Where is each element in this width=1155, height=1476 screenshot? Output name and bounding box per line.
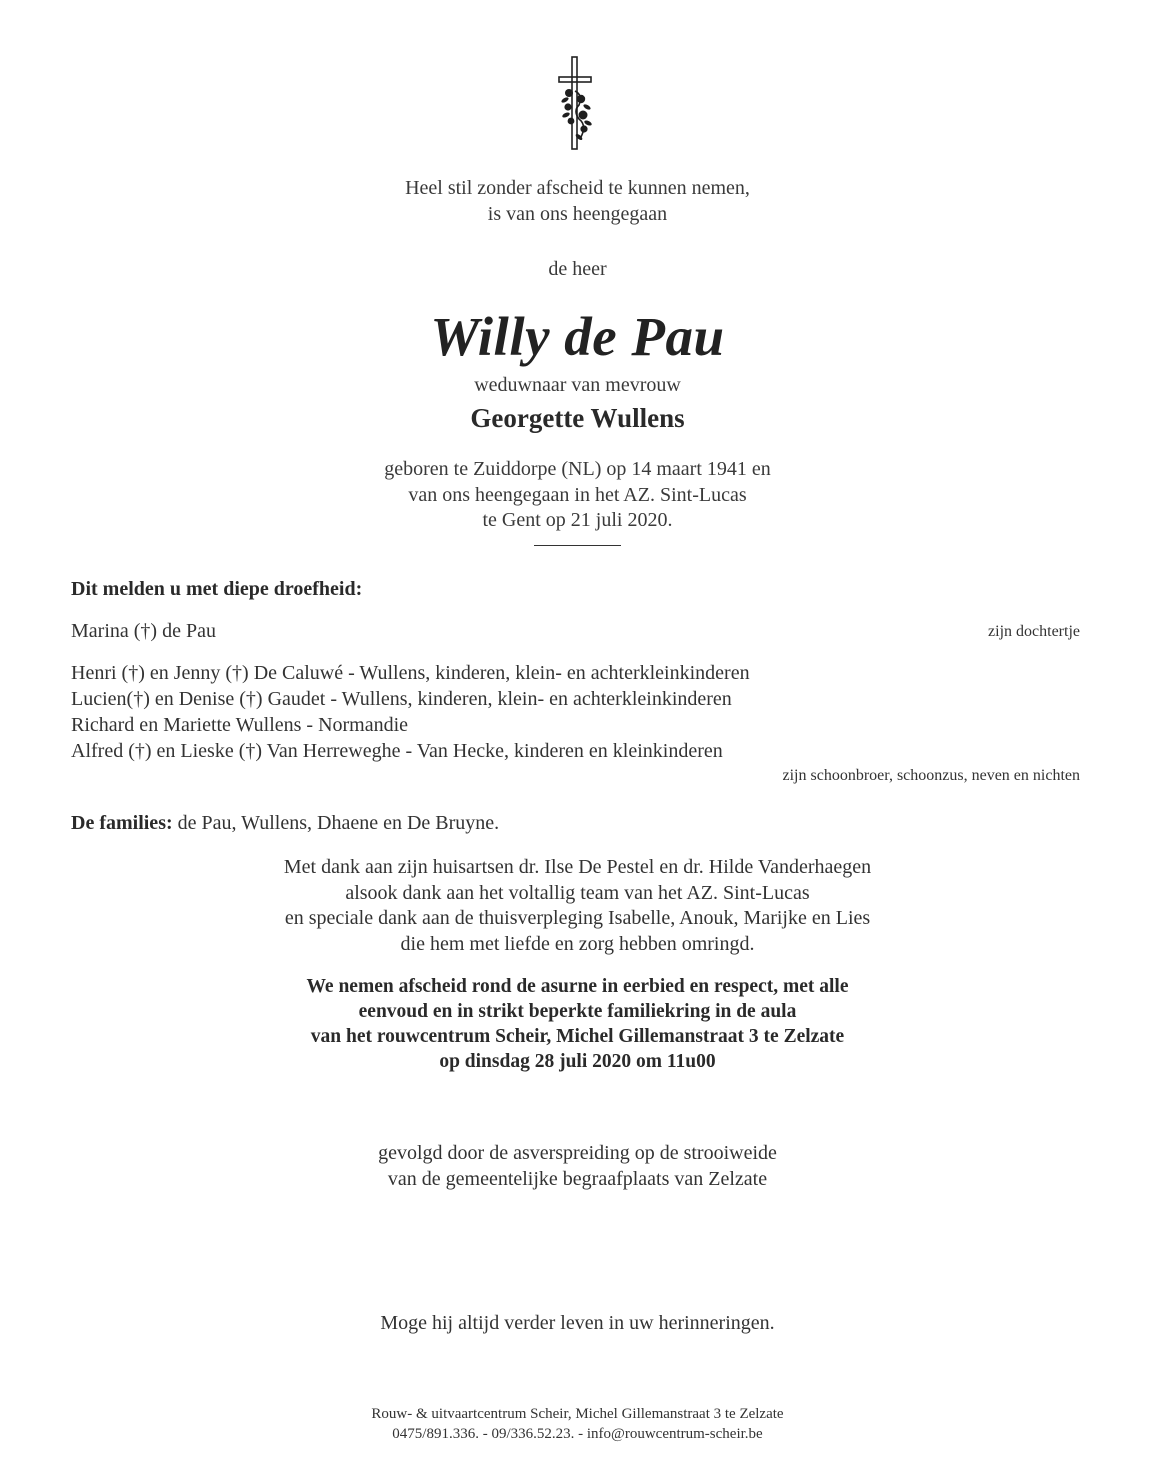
- dates-line: van ons heengegaan in het AZ. Sint-Lucas: [408, 483, 747, 506]
- footer: [0, 1405, 1155, 1444]
- in-law-line: Richard en Mariette Wullens - Normandie: [71, 714, 409, 736]
- in-law-line: Henri (†) en Jenny (†) De Caluwé - Wullens, kinderen, klein- en achterkleinkinderen: [71, 662, 750, 684]
- dates-line: te Gent op 21 juli 2020.: [482, 509, 673, 531]
- relation-line: weduwnaar van mevrouw: [474, 374, 681, 396]
- farewell-line: van het rouwcentrum Scheir, Michel Gillemanstraat 3 te Zelzate: [310, 1026, 845, 1047]
- families-line: [71, 812, 499, 835]
- dates-line: geboren te Zuiddorpe (NL) op 14 maart 1941 en: [384, 458, 771, 480]
- mourners-lead: Dit melden u met diepe droefheid:: [71, 578, 363, 600]
- families-label: De families:: [71, 812, 173, 834]
- farewell-text: [0, 974, 1155, 1074]
- in-law-line: Alfred (†) en Lieske (†) Van Herreweghe - Van Hecke, kinderen en kleinkinderen: [71, 740, 723, 762]
- footer-contact: 0475/891.336. - 09/336.52.23. - info@rouwcentrum-scheir.be: [392, 1425, 763, 1442]
- birth-death-details: [0, 457, 1155, 534]
- honorific: de heer: [548, 258, 607, 280]
- farewell-line: op dinsdag 28 juli 2020 om 11u00: [439, 1051, 716, 1072]
- daughter-line: Marina (†) de Pau: [71, 620, 216, 642]
- divider: [534, 545, 621, 546]
- in-law-line: Lucien(†) en Denise (†) Gaudet - Wullens, kinderen, klein- en achterkleinkinderen: [71, 688, 732, 710]
- in-law-role: zijn schoonbroer, schoonzus, neven en nichten: [782, 767, 1080, 784]
- memory-line: Moge hij altijd verder leven in uw herinneringen.: [380, 1312, 775, 1334]
- thanks-line: alsook dank aan het voltallig team van het AZ. Sint-Lucas: [345, 881, 810, 904]
- cross-with-roses-icon: [555, 55, 601, 151]
- daughter-role: zijn dochtertje: [988, 623, 1080, 640]
- ashes-line: van de gemeentelijke begraafplaats van Zelzate: [387, 1167, 768, 1190]
- farewell-line: eenvoud en in strikt beperkte familiekring in de aula: [358, 1001, 797, 1022]
- families-text: de Pau, Wullens, Dhaene en De Bruyne.: [172, 812, 500, 834]
- thanks-line: en speciale dank aan de thuisverpleging Isabelle, Anouk, Marijke en Lies: [284, 907, 871, 930]
- farewell-line: We nemen afscheid rond de asurne in eerbied en respect, met alle: [306, 976, 849, 997]
- intro-line: is van ons heengegaan: [487, 203, 668, 225]
- spouse-name: Georgette Wullens: [470, 403, 685, 433]
- footer-address: Rouw- & uitvaartcentrum Scheir, Michel Gillemanstraat 3 te Zelzate: [371, 1406, 784, 1422]
- thanks-text: [0, 855, 1155, 958]
- intro-text: [0, 175, 1155, 227]
- thanks-line: Met dank aan zijn huisartsen dr. Ilse De Pestel en dr. Hilde Vanderhaegen: [283, 856, 872, 878]
- ashes-text: [0, 1141, 1155, 1192]
- deceased-name: Willy de Pau: [430, 306, 725, 367]
- thanks-line: die hem met liefde en zorg hebben omringd.: [400, 933, 755, 956]
- intro-line: Heel stil zonder afscheid te kunnen nemen,: [405, 177, 750, 199]
- ashes-line: gevolgd door de asverspreiding op de strooiweide: [378, 1142, 777, 1164]
